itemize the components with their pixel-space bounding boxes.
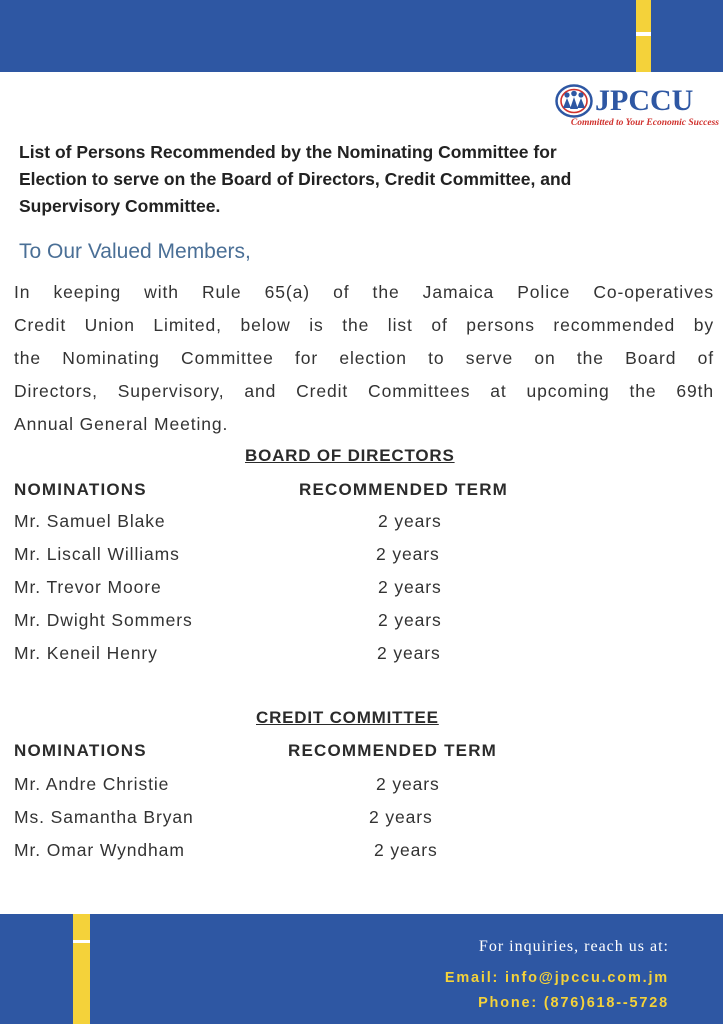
intro-line: In keeping with Rule 65(a) of the Jamaica Police Co-operatives [14, 282, 714, 302]
board-nominee-name: Mr. Trevor Moore [14, 577, 162, 597]
credit-section-title: CREDIT COMMITTEE [256, 708, 439, 727]
credit-nominee-name: Mr. Omar Wyndham [14, 840, 185, 860]
header-band [0, 0, 723, 72]
credit-nominee-name: Ms. Samantha Bryan [14, 807, 194, 827]
intro-line: Credit Union Limited, below is the list of persons recommended by [14, 315, 714, 335]
jpccu-logo [555, 82, 720, 132]
credit-nominee-name: Mr. Andre Christie [14, 774, 170, 794]
document-heading [19, 139, 709, 220]
board-nominee-term: 2 years [376, 544, 440, 564]
board-section-title: BOARD OF DIRECTORS [245, 446, 455, 465]
board-nominee-name: Mr. Keneil Henry [14, 643, 158, 663]
intro-line: Annual General Meeting. [14, 414, 229, 434]
board-nominee-term: 2 years [378, 511, 442, 531]
board-nominee-term: 2 years [377, 643, 441, 663]
intro-paragraph [14, 276, 714, 441]
people-emblem-icon [555, 84, 593, 118]
board-col-nominations: NOMINATIONS [14, 480, 147, 499]
footer-email[interactable]: Email: info@jpccu.com.jm [444, 970, 669, 986]
logo-tagline: Committed to Your Economic Success [570, 118, 719, 128]
credit-nominee-term: 2 years [369, 807, 433, 827]
board-nominee-term: 2 years [378, 610, 442, 630]
intro-line: the Nominating Committee for election to serve on the Board of [14, 348, 714, 368]
heading-line: Election to serve on the Board of Directors, Credit Committee, and [19, 169, 572, 189]
salutation: To Our Valued Members, [19, 240, 251, 263]
board-nominee-term: 2 years [378, 577, 442, 597]
logo-wordmark: JPCCU [595, 84, 694, 117]
footer-phone[interactable]: Phone: (876)618--5728 [478, 995, 669, 1011]
board-col-term: RECOMMENDED TERM [299, 480, 509, 499]
credit-nominee-term: 2 years [374, 840, 438, 860]
credit-col-term: RECOMMENDED TERM [288, 741, 498, 760]
footer-accent-stripe [73, 914, 90, 1024]
heading-line: Supervisory Committee. [19, 196, 221, 216]
board-nominee-name: Mr. Dwight Sommers [14, 610, 193, 630]
board-nominee-name: Mr. Liscall Williams [14, 544, 180, 564]
credit-nominee-term: 2 years [376, 774, 440, 794]
heading-line: List of Persons Recommended by the Nominating Committee for [19, 142, 557, 162]
board-nominee-name: Mr. Samuel Blake [14, 511, 166, 531]
intro-line: Directors, Supervisory, and Credit Committees at upcoming the 69th [14, 381, 714, 401]
credit-col-nominations: NOMINATIONS [14, 741, 147, 760]
header-accent-stripe [636, 0, 651, 72]
footer-inquiries: For inquiries, reach us at: [478, 938, 669, 955]
